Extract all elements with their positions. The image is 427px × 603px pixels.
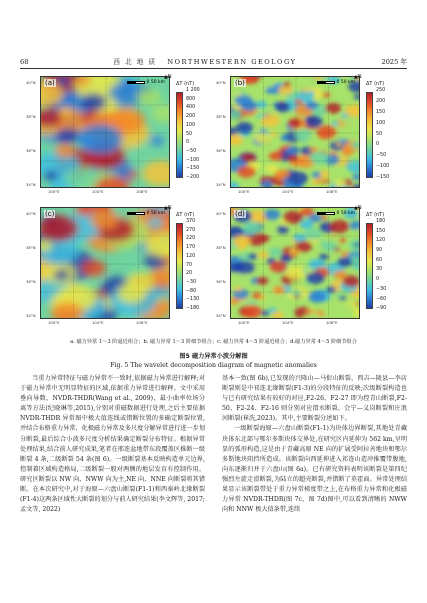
north-arrow-icon: ▲N xyxy=(164,205,172,211)
paragraph: 一级断裂海原—六盘山断裂(F1-1)为块体边界断裂,其地处青藏块体东北部与鄂尔多斯块体交界处,在研究区内延伸为 562 km,呈明显的弧形构造,这是由于青藏高原 NE 向的扩展受阿拉善地块和鄂尔多斯地块阻挡所造成。该断裂向西延伸进入祁连山造冲推覆带腹地,向东逐渐归并于六盘山(图 6a)。已有研究资料表明该断裂是第四纪强烈左旋走滑断裂,为陆立的超壳断裂,并错断了莫霍面。异常处理结果显示该断裂带处于重力异常梯度带之上,在布格重力异常和化极磁力异常 NVDR-THDR(图 7c、图 7d)图中,可以看到清晰的 NWW 向和 NNW 极大值条带,连续 xyxy=(222,425,407,514)
colorbar xyxy=(366,92,373,178)
figure-caption xyxy=(20,352,407,370)
lon-label: 104°E xyxy=(92,189,104,194)
panel-label: (a) xyxy=(45,79,55,87)
caption-cn: 图5 磁力异常小波分解图 xyxy=(179,353,248,360)
colorbar-tick: 200 xyxy=(186,114,196,120)
colorbar-tick: −130 xyxy=(186,297,200,303)
colorbar-tick: 0 xyxy=(376,277,380,283)
colorbar-ticks xyxy=(376,220,386,312)
colorbar-tick: −80 xyxy=(186,288,197,294)
colorbar-tick: −30 xyxy=(376,286,387,292)
lon-label: 108°E xyxy=(326,320,338,325)
colorbar-tick: 0 xyxy=(376,142,380,148)
panel-a xyxy=(26,74,216,198)
anomaly-map xyxy=(230,207,360,319)
journal-title-cn: 西 北 地 质 xyxy=(113,58,157,66)
lat-label: 36°N xyxy=(216,279,226,284)
colorbar-tick: −100 xyxy=(376,164,390,170)
anomaly-map xyxy=(40,76,170,188)
lon-label: 104°E xyxy=(282,320,294,325)
north-arrow-icon: ▲N xyxy=(354,74,362,80)
lat-label: 38°N xyxy=(26,114,36,119)
colorbar-tick: −90 xyxy=(376,306,387,312)
colorbar-tick: 170 xyxy=(186,245,196,251)
lat-label: 34°N xyxy=(216,313,226,318)
lat-label: 40°N xyxy=(216,80,226,85)
lon-label: 100°E xyxy=(238,189,250,194)
colorbar-tick: 90 xyxy=(376,248,383,254)
panel-label: (b) xyxy=(235,79,245,87)
scale-bar: 0 50 km xyxy=(317,80,355,85)
lon-label: 108°E xyxy=(136,320,148,325)
colorbar-tick: 60 xyxy=(376,257,383,263)
lon-label: 108°E xyxy=(136,189,148,194)
colorbar xyxy=(176,223,183,309)
colorbar-tick: −30 xyxy=(186,280,197,286)
colorbar-tick: −50 xyxy=(376,153,387,159)
colorbar-ticks xyxy=(186,220,199,312)
lat-label: 36°N xyxy=(26,279,36,284)
scale-bar: 0 50 km xyxy=(127,80,165,85)
colorbar-tick: 100 xyxy=(186,122,196,128)
journal-title xyxy=(113,56,296,66)
colorbar-tick: 400 xyxy=(186,105,196,111)
colorbar-tick: −50 xyxy=(186,149,197,155)
colorbar-tick: 180 xyxy=(376,219,386,224)
panel-b xyxy=(216,74,406,198)
caption-en: Fig. 5 The wavelet decomposition diagram of magnetic anomalies xyxy=(110,362,317,369)
lat-label: 34°N xyxy=(26,313,36,318)
colorbar-tick: 150 xyxy=(376,228,386,234)
lat-label: 36°N xyxy=(26,148,36,153)
figure-subcaption: a. 磁力异常 1～3 阶逼近组合；b. 磁力异常 1～3 阶细节组合；c. 磁力异常 4～5 阶逼近组合；d.磁力异常 4～5 阶细节组合 xyxy=(70,339,357,345)
lat-label: 40°N xyxy=(216,211,226,216)
lon-label: 100°E xyxy=(238,320,250,325)
colorbar-tick: 1 200 xyxy=(186,88,200,93)
lat-label: 38°N xyxy=(216,114,226,119)
lat-label: 40°N xyxy=(26,80,36,85)
colorbar xyxy=(176,92,183,178)
colorbar xyxy=(366,223,373,309)
colorbar-unit: ΔT (nT) xyxy=(366,81,385,87)
colorbar-tick: 220 xyxy=(186,236,196,242)
colorbar-tick: −100 xyxy=(186,157,200,163)
colorbar-tick: 150 xyxy=(376,109,386,115)
figure-5-maps xyxy=(26,74,406,334)
journal-title-en: NORTHWESTERN GEOLOGY xyxy=(167,58,297,66)
colorbar-tick: 50 xyxy=(186,131,193,137)
colorbar-tick: −60 xyxy=(376,296,387,302)
anomaly-map xyxy=(40,207,170,319)
colorbar-ticks xyxy=(186,89,200,181)
body-text xyxy=(20,374,407,515)
colorbar-tick: 270 xyxy=(186,227,196,233)
anomaly-map xyxy=(230,76,360,188)
north-arrow-icon: ▲N xyxy=(354,205,362,211)
colorbar-tick: −200 xyxy=(186,175,200,181)
lon-label: 104°E xyxy=(282,189,294,194)
colorbar-tick: −180 xyxy=(186,306,200,312)
colorbar-tick: 120 xyxy=(376,238,386,244)
lon-label: 100°E xyxy=(48,320,60,325)
lat-label: 34°N xyxy=(216,182,226,187)
lat-label: 36°N xyxy=(216,148,226,153)
colorbar-tick: 100 xyxy=(376,120,386,126)
colorbar-tick: 370 xyxy=(186,219,196,224)
lon-label: 100°E xyxy=(48,189,60,194)
lat-label: 38°N xyxy=(26,245,36,250)
panel-d xyxy=(216,205,406,329)
right-column xyxy=(222,374,407,515)
colorbar-unit: ΔT (nT) xyxy=(176,81,195,87)
north-arrow-icon: ▲N xyxy=(164,74,172,80)
colorbar-tick: 800 xyxy=(186,96,196,102)
colorbar-unit: ΔT (nT) xyxy=(176,212,195,218)
paragraph: 基本一致(图 6b),已发现的兴隆山—马衔山断裂、西吉—陇县—李店断裂则是中祁连北缘断裂(F1-3)的分段特征的反映;次级断裂构造也与已有研究结果有较好的对应,F2-26、F2-27 即为控青山断裂,F2-50、F2-24、F2-16 则分别对应渭水断裂、会宁—义岗断裂和庄浪河断裂(崔洗,2023)。其中,主要断裂分述如下。 xyxy=(222,375,407,423)
year: 2025 年 xyxy=(381,58,407,66)
panel-label: (d) xyxy=(235,210,245,218)
lon-label: 104°E xyxy=(92,320,104,325)
page-header xyxy=(20,57,407,69)
panel-c xyxy=(26,205,216,329)
colorbar-tick: 250 xyxy=(376,88,386,93)
lat-label: 34°N xyxy=(26,182,36,187)
left-column xyxy=(20,374,205,515)
page-number: 68 xyxy=(20,58,29,66)
paragraph: 当重力异常特征与磁力异常不一致时,依据磁力异常进行解释;对于磁力异常中无明显特征的区域,依据重力异常进行解释。文中采用垂向导数、NVDR-THDR(Wang et al., 2009)、最小曲率位场分离等方法(纪晓琳等,2015),分别对重磁数据进行处理,之后主要依据 NVDR-THDR 异常图中极大值连线或错断位置的多确定断裂位置,并结合布格重力异常、化极磁力异常及多尺度分解异常进行进一步划分断裂,最后综合小波多尺度分析结果确定断裂分布特征。根据异常处理结果,结合前人研究成果,笔者在邢连盆地带东段覆盖区推断一级断裂 4 条,二级断裂 54 条(图 6)。一级断裂基本反映构造单元边界,控制着区域构造格局,二级断裂一般对两侧的地层发育有控制作用。研究区断裂以 NW 向、NWW 向为主,NE 向、NNE 向断裂将其错断。在本次研究中,对于海原—六盘山断裂(F1-1)和西秦岭北缘断裂(F1-4)这两条区域性大断裂的划分与前人研究结果(李文辉等, 2017; 孟文等, 2022) xyxy=(20,375,205,514)
colorbar-tick: 50 xyxy=(376,131,383,137)
colorbar-tick: 30 xyxy=(376,267,383,273)
lat-label: 40°N xyxy=(26,211,36,216)
colorbar-tick: 120 xyxy=(186,253,196,259)
colorbar-tick: 20 xyxy=(186,271,193,277)
colorbar-tick: 200 xyxy=(376,98,386,104)
colorbar-tick: 0 xyxy=(186,140,190,146)
colorbar-ticks xyxy=(376,89,389,181)
panel-label: (c) xyxy=(45,210,55,218)
colorbar-tick: −150 xyxy=(376,175,390,181)
colorbar-tick: −150 xyxy=(186,166,200,172)
colorbar-unit: ΔT (nT) xyxy=(366,212,385,218)
scale-bar: 0 50 km xyxy=(317,211,355,216)
colorbar-tick: 70 xyxy=(186,262,193,268)
scale-bar: 0 50 km xyxy=(127,211,165,216)
lon-label: 108°E xyxy=(326,189,338,194)
lat-label: 38°N xyxy=(216,245,226,250)
